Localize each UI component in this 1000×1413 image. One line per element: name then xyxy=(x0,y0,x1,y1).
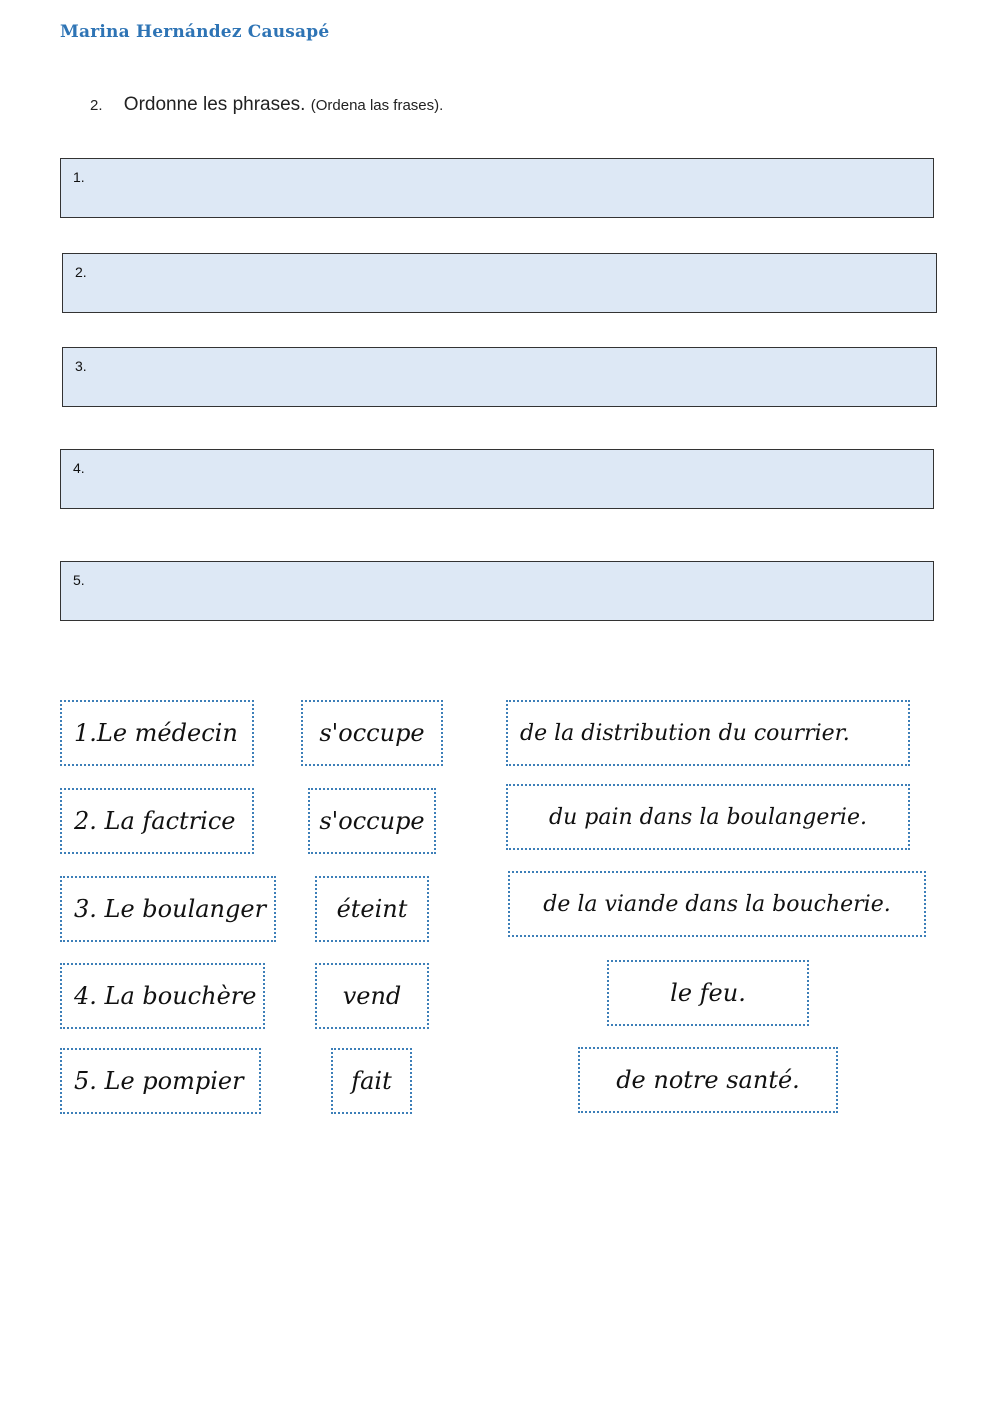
answer-box-2 xyxy=(62,253,937,313)
subject-card-3[interactable]: 3. Le boulanger xyxy=(60,876,276,942)
subject-card-5[interactable]: 5. Le pompier xyxy=(60,1048,261,1114)
answer-input-1[interactable] xyxy=(95,173,923,205)
answer-box-1 xyxy=(60,158,934,218)
answer-box-5 xyxy=(60,561,934,621)
complement-card-4[interactable]: le feu. xyxy=(607,960,809,1026)
complement-card-1[interactable]: de la distribution du courrier. xyxy=(506,700,910,766)
complement-card-5[interactable]: de notre santé. xyxy=(578,1047,838,1113)
verb-card-3[interactable]: éteint xyxy=(315,876,429,942)
answer-label: 2. xyxy=(75,264,87,280)
answer-label: 4. xyxy=(73,460,85,476)
subject-card-4[interactable]: 4. La bouchère xyxy=(60,963,265,1029)
answer-input-4[interactable] xyxy=(95,464,923,496)
answer-input-2[interactable] xyxy=(97,268,926,300)
verb-card-2[interactable]: s'occupe xyxy=(308,788,436,854)
answer-label: 1. xyxy=(73,169,85,185)
complement-card-2[interactable]: du pain dans la boulangerie. xyxy=(506,784,910,850)
answer-label: 5. xyxy=(73,572,85,588)
answer-box-4 xyxy=(60,449,934,509)
subject-card-2[interactable]: 2. La factrice xyxy=(60,788,254,854)
verb-card-4[interactable]: vend xyxy=(315,963,429,1029)
verb-card-1[interactable]: s'occupe xyxy=(301,700,443,766)
answer-input-3[interactable] xyxy=(97,362,926,394)
exercise-number: 2. xyxy=(90,97,103,114)
answer-label: 3. xyxy=(75,358,87,374)
author-name: Marina Hernández Causapé xyxy=(60,22,330,42)
complement-card-3[interactable]: de la viande dans la boucherie. xyxy=(508,871,926,937)
answer-input-5[interactable] xyxy=(95,576,923,608)
verb-card-5[interactable]: fait xyxy=(331,1048,412,1114)
instruction: Ordonne les phrases. xyxy=(123,94,306,115)
subject-card-1[interactable]: 1.Le médecin xyxy=(60,700,254,766)
exercise-heading xyxy=(90,94,443,116)
answer-box-3 xyxy=(62,347,937,407)
instruction-translation: (Ordena las frases). xyxy=(310,97,444,114)
